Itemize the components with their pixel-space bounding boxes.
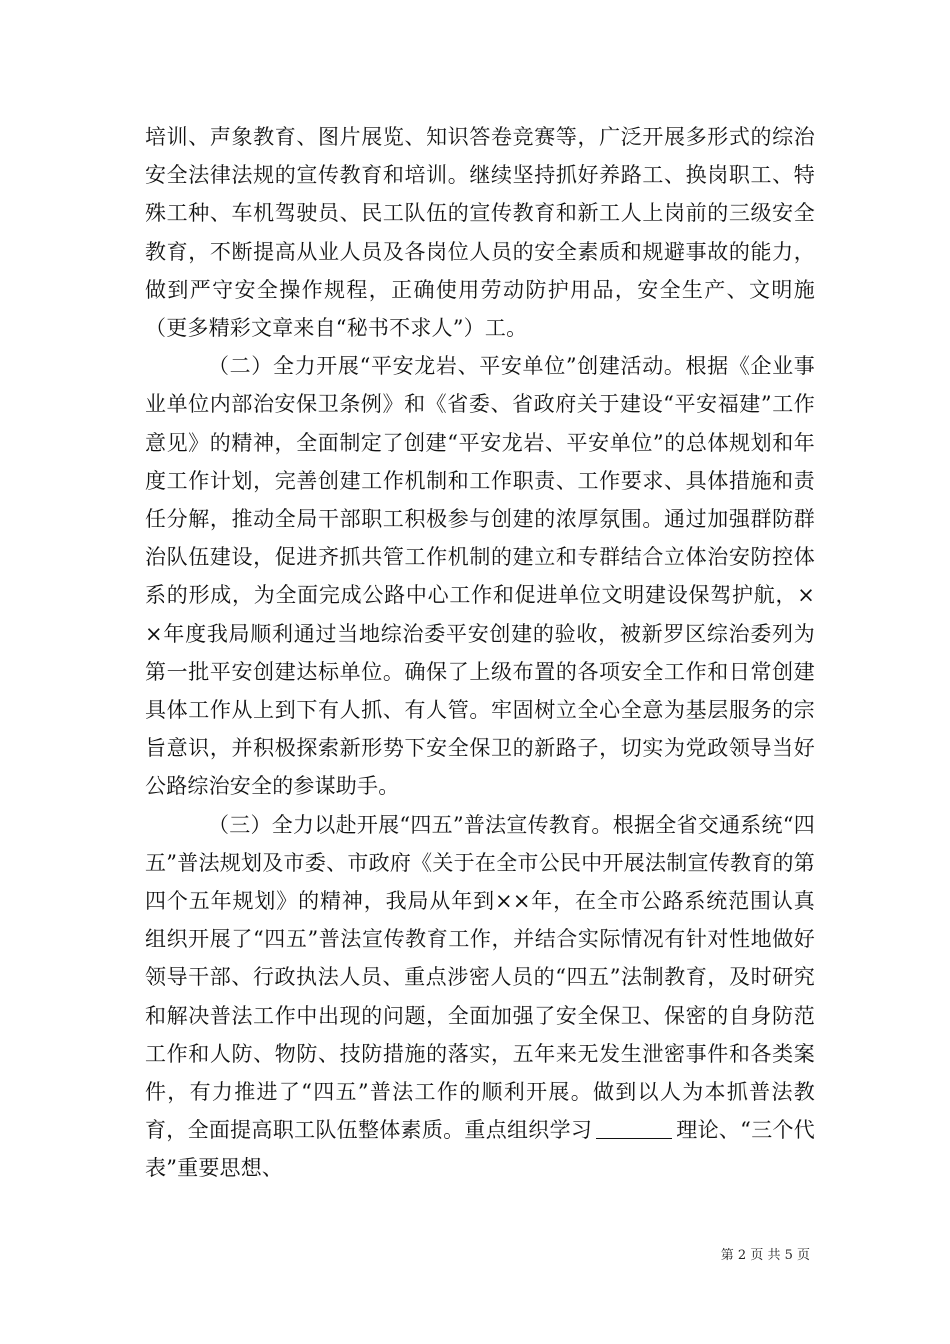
paragraph-3-text-after-blank: 理论、“三个代表”重要思想、 [145,1118,816,1181]
paragraph-3-text-before-blank: （三）全力以赴开展“四五”普法宣传教育。根据全省交通系统“四五”普法规划及市委、市政府《关于在全市公民中开展法制宣传教育的第四个五年规划》的精神，我局从年到××年，在全市公路系统范围认真组织开展了“四五”普法宣传教育工作，并结合实际情况有针对性地做好领导干部、行政执法人员、重点涉密人员的“四五”法制教育，及时研究和解决普法工作中出现的问题，全面加强了安全保卫、保密的自身防范工作和人防、物防、技防措施的落实，五年来无发生泄密事件和各类案件，有力推进了“四五”普法工作的顺利开展。做到以人为本抓普法教育，全面提高职工队伍整体素质。重点组织学习 [145,812,815,1143]
document-body [145,118,815,1188]
fill-in-blank [596,1118,672,1139]
paragraph-1: 培训、声象教育、图片展览、知识答卷竞赛等，广泛开展多形式的综治安全法律法规的宣传教育和培训。继续坚持抓好养路工、换岗职工、特殊工种、车机驾驶员、民工队伍的宣传教育和新工人上岗前的三级安全教育，不断提高从业人员及各岗位人员的安全素质和规避事故的能力，做到严守安全操作规程，正确使用劳动防护用品，安全生产、文明施（更多精彩文章来自“秘书不求人”）工。 [145,125,815,341]
paragraph-3 [145,806,815,1188]
paragraph-2: （二）全力开展“平安龙岩、平安单位”创建活动。根据《企业事业单位内部治安保卫条例》和《省委、省政府关于建设“平安福建”工作意见》的精神，全面制定了创建“平安龙岩、平安单位”的总体规划和年度工作计划，完善创建工作机制和工作职责、工作要求、具体措施和责任分解，推动全局干部职工积极参与创建的浓厚氛围。通过加强群防群治队伍建设，促进齐抓共管工作机制的建立和专群结合立体治安防控体系的形成，为全面完成公路中心工作和促进单位文明建设保驾护航，××年度我局顺利通过当地综治委平安创建的验收，被新罗区综治委列为第一批平安创建达标单位。确保了上级布置的各项安全工作和日常创建具体工作从上到下有人抓、有人管。牢固树立全心全意为基层服务的宗旨意识，并积极探索新形势下安全保卫的新路子，切实为党政领导当好公路综治安全的参谋助手。 [145,354,815,799]
page-number-footer: 第 2 页 共 5 页 [720,1248,810,1263]
